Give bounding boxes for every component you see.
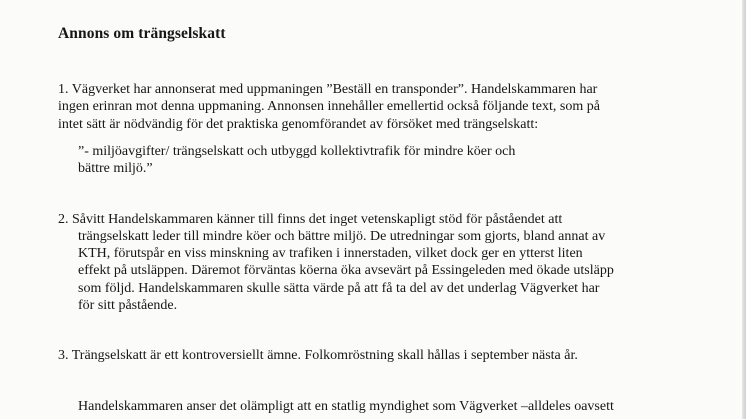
section-4-line-1: Handelskammaren anser det olämpligt att en statlig myndighet som Vägverket –alldeles oavsett [78,399,614,414]
page-edge-shadow [742,0,746,419]
section-1-line-3: intet sätt är nödvändig för det praktiska genomförandet av försöket med trängselskatt: [58,117,539,132]
section-1-line-2: ingen erinran mot denna uppmaning. Annonsen innehåller emellertid också följande text, som på [58,99,600,114]
quote-line-2: bättre miljö.” [78,161,153,176]
section-1-line-1: 1. Vägverket har annonserat med uppmaningen ”Beställ en transponder”. Handelskammaren har [58,82,598,97]
section-3-line-1: 3. Trängselskatt är ett kontroversiellt ämne. Folkomröstning skall hållas i september nästa år. [58,348,578,363]
section-2-line-3: KTH, förutspår en viss minskning av trafiken i innerstaden, vilket dock ger en ytterst liten [78,246,583,261]
document-title: Annons om trängselskatt [58,25,226,42]
section-2-line-6: för sitt påstående. [78,298,178,313]
quote-line-1: ”- miljöavgifter/ trängselskatt och utbyggd kollektivtrafik för mindre köer och [78,144,516,159]
section-2-line-4: effekt på utsläppen. Däremot förväntas köerna öka avsevärt på Essingeleden med ökade utsläpp [78,263,614,278]
section-2-line-1: 2. Såvitt Handelskammaren känner till finns det inget vetenskapligt stöd för påståendet att [58,212,563,227]
section-2-line-2: trängselskatt leder till mindre köer och bättre miljö. De utredningar som gjorts, bland annat av [78,229,606,244]
section-2-line-5: som följd. Handelskammaren skulle sätta värde på att få ta del av det underlag Vägverket har [78,281,600,296]
